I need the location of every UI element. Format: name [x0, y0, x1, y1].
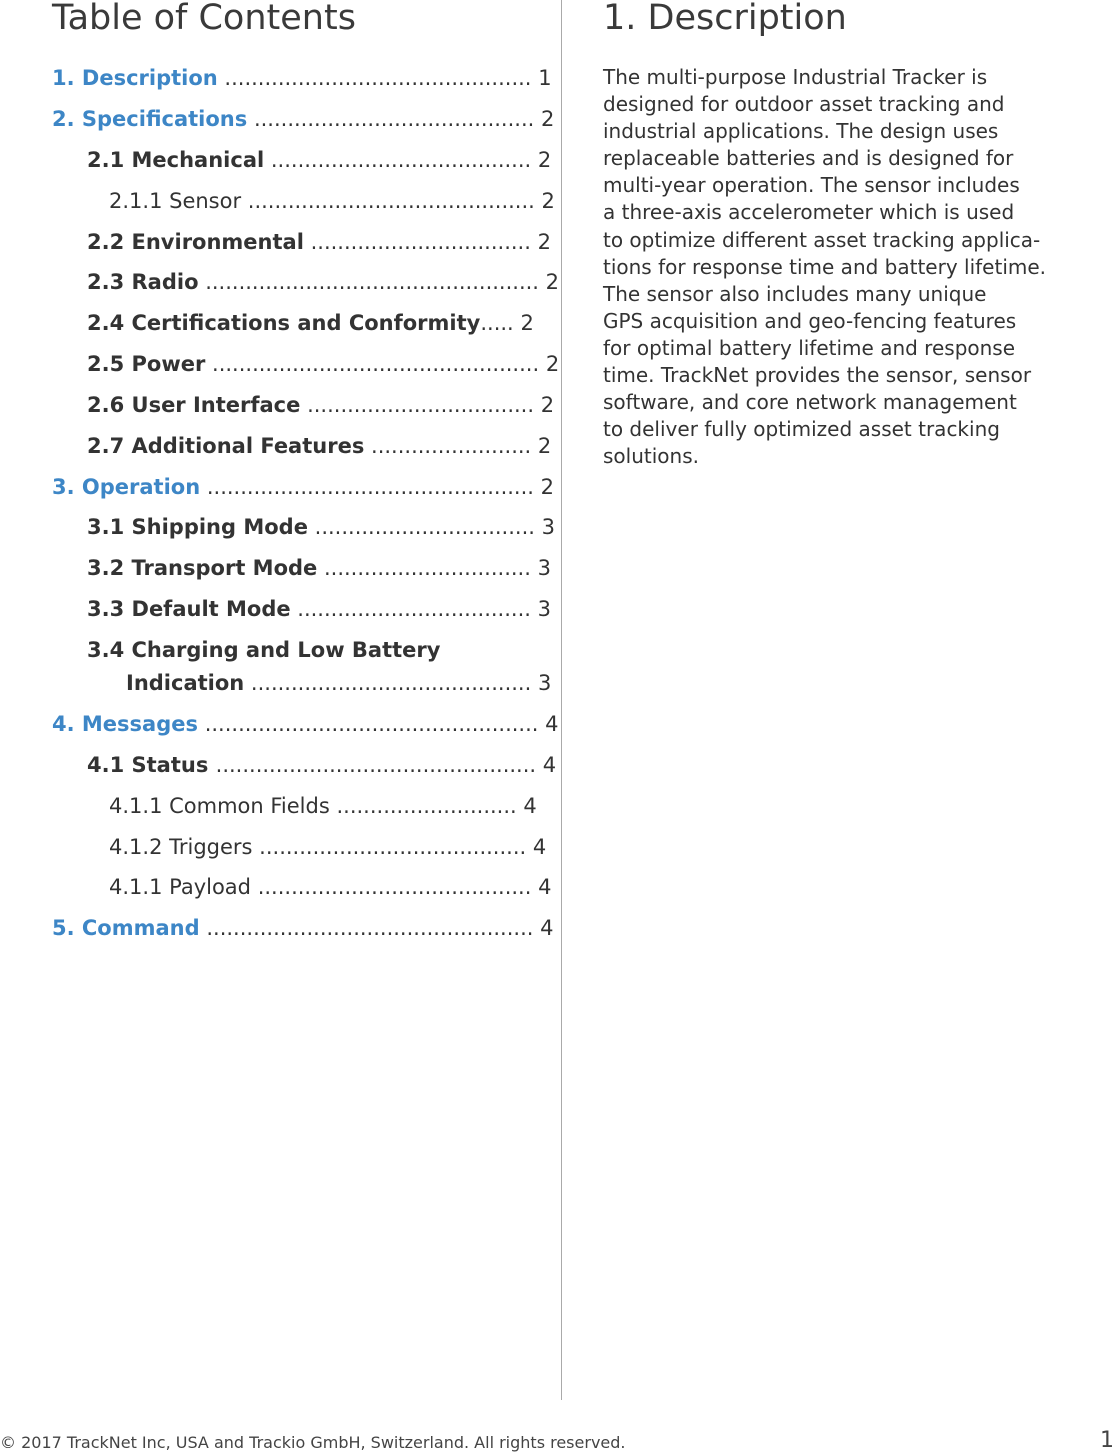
- description-paragraph: [603, 64, 1093, 470]
- toc-entry-title: 2.1 Mechanical: [87, 148, 265, 172]
- toc-leader-dots: .......................................: [270, 148, 532, 172]
- toc-entry-command[interactable]: [52, 912, 554, 945]
- toc-leader-dots: .................................: [310, 230, 531, 254]
- toc-leader-dots: .........................................: [257, 875, 532, 899]
- toc-entry-operation[interactable]: [52, 471, 554, 504]
- toc-page-number: 2: [540, 393, 555, 417]
- toc-entry-sensor[interactable]: [109, 185, 555, 218]
- toc-leader-dots: ...............................: [323, 556, 531, 580]
- toc-entry-title: 3.3 Default Mode: [87, 597, 291, 621]
- toc-leader-dots: ..................................................: [204, 712, 539, 736]
- toc-page-number: 2: [537, 230, 551, 254]
- toc-page-number: 2: [541, 189, 555, 213]
- toc-leader-dots: ..................................................: [205, 270, 539, 294]
- toc-leader-dots: ...................................: [297, 597, 531, 621]
- toc-page-number: 4: [540, 916, 554, 940]
- toc-leader-dots: ...........................: [336, 794, 517, 818]
- description-line: The multi-purpose Industrial Tracker is: [603, 65, 988, 89]
- toc-page-number: 3: [537, 556, 551, 580]
- toc-page-number: 4: [532, 835, 547, 859]
- toc-entry-transport-mode[interactable]: [87, 552, 551, 585]
- toc-page-number: 3: [541, 515, 555, 539]
- toc-page-number: 4: [538, 875, 552, 899]
- toc-entry-shipping-mode[interactable]: [87, 511, 555, 544]
- toc-entry-specifications[interactable]: [52, 103, 554, 136]
- toc-entry-title: 2.6 User Interface: [87, 393, 301, 417]
- description-line: multi-year operation. The sensor includes: [603, 173, 1020, 198]
- toc-page-number: 2: [545, 352, 560, 376]
- toc-entry-power[interactable]: [87, 348, 559, 381]
- toc-entry-default-mode[interactable]: [87, 593, 551, 626]
- description-line: tions for response time and battery lifetime.: [603, 254, 1047, 279]
- toc-entry-title: 2.2 Environmental: [87, 230, 304, 254]
- description-line: to optimize different asset tracking applica-: [603, 227, 1041, 252]
- description-line: a three-axis accelerometer which is used: [603, 200, 1015, 225]
- footer-copyright: © 2017 TrackNet Inc, USA and Trackio GmbH, Switzerland. All rights reserved.: [0, 1433, 626, 1452]
- description-heading: 1. Description: [603, 0, 847, 38]
- toc-entry-status[interactable]: [87, 749, 556, 782]
- toc-entry-payload[interactable]: [109, 871, 551, 904]
- toc-entry-title: 2.5 Power: [87, 352, 206, 376]
- toc-page-number: 2: [541, 107, 555, 131]
- description-line: software, and core network management: [603, 390, 1017, 415]
- description-line: GPS acquisition and geo-fencing features: [603, 308, 1017, 333]
- toc-leader-dots: .................................................: [206, 916, 534, 940]
- toc-entry-mechanical[interactable]: [87, 144, 551, 177]
- description-line: replaceable batteries and is designed for: [603, 146, 1014, 171]
- toc-leader-dots: ..........................................: [250, 671, 532, 695]
- toc-entry-title: 3. Operation: [52, 475, 201, 499]
- toc-entry-environmental[interactable]: [87, 226, 551, 259]
- toc-entry-certifications[interactable]: [87, 307, 534, 340]
- description-line: time. TrackNet provides the sensor, sensor: [603, 363, 1032, 388]
- toc-entry-messages[interactable]: [52, 708, 559, 741]
- description-line: to deliver fully optimized asset tracking: [603, 417, 1000, 442]
- toc-page-number: 3: [537, 671, 552, 695]
- toc-page-number: 3: [537, 597, 551, 621]
- description-line: for optimal battery lifetime and response: [603, 335, 1016, 360]
- toc-page-number: 2: [537, 434, 552, 458]
- toc-page-number: 2: [537, 148, 552, 172]
- toc-entry-title: 4.1 Status: [87, 753, 216, 777]
- column-divider: [561, 0, 562, 1400]
- toc-entry-title: 2. Specifications: [52, 107, 248, 131]
- toc-entry-title: 2.3 Radio: [87, 270, 199, 294]
- toc-leader-dots: .................................................: [206, 475, 534, 499]
- description-line: designed for outdoor asset tracking and: [603, 92, 1005, 117]
- toc-entry-title-continuation: Indication: [126, 671, 245, 695]
- toc-leader-dots: ...........................................: [247, 189, 535, 213]
- toc-entry-triggers[interactable]: [109, 831, 546, 864]
- toc-entry-title: 4.1.1 Common Fields: [109, 794, 330, 818]
- toc-leader-dots: .................................................: [212, 352, 540, 376]
- toc-entry-title: 3.4 Charging and Low Battery: [87, 638, 441, 662]
- toc-leader-dots: ................................................: [215, 753, 537, 777]
- toc-leader-dots: ..........................................: [253, 107, 535, 131]
- toc-page-number: 2: [520, 311, 534, 335]
- description-line: The sensor also includes many unique: [603, 281, 987, 306]
- toc-page-number: 1: [538, 66, 552, 90]
- toc-leader-dots: ..............................................: [224, 66, 532, 90]
- page-number: 1: [1100, 1428, 1114, 1453]
- toc-entry-title: 2.1.1 Sensor: [109, 189, 242, 213]
- description-line: solutions.: [603, 444, 699, 469]
- toc-page-number: 2: [545, 270, 560, 294]
- toc-leader-dots: ..................................: [307, 393, 535, 417]
- toc-entry-title: 4. Messages: [52, 712, 198, 736]
- toc-entry-common-fields[interactable]: [109, 790, 537, 823]
- toc-leader-dots: ........................................: [259, 835, 527, 859]
- toc-page-number: 4: [545, 712, 559, 736]
- toc-entry-title: 4.1.1 Payload: [109, 875, 252, 899]
- toc-title: Table of Contents: [52, 0, 356, 38]
- toc-entry-user-interface[interactable]: [87, 389, 554, 422]
- toc-entry-title: 2.4 Certifications and Conformity: [87, 311, 481, 335]
- toc-entry-title: 3.2 Transport Mode: [87, 556, 318, 580]
- toc-page-number: 2: [540, 475, 555, 499]
- toc-page-number: 4: [542, 753, 557, 777]
- toc-leader-dots: .................................: [314, 515, 535, 539]
- toc-entry-charging-low-battery[interactable]: [87, 634, 551, 700]
- toc-entry-title: 5. Command: [52, 916, 200, 940]
- toc-leader-dots: ........................: [371, 434, 532, 458]
- toc-leader-dots: .....: [480, 311, 514, 335]
- toc-entry-additional-features[interactable]: [87, 430, 551, 463]
- description-line: industrial applications. The design uses: [603, 119, 999, 144]
- toc-entry-title: 1. Description: [52, 66, 218, 90]
- toc-entry-title: 2.7 Additional Features: [87, 434, 365, 458]
- toc-entry-title: 3.1 Shipping Mode: [87, 515, 308, 539]
- toc-page-number: 4: [523, 794, 537, 818]
- toc-entry-title: 4.1.2 Triggers: [109, 835, 253, 859]
- toc-entry-description[interactable]: [52, 62, 552, 95]
- toc-entry-radio[interactable]: [87, 266, 559, 299]
